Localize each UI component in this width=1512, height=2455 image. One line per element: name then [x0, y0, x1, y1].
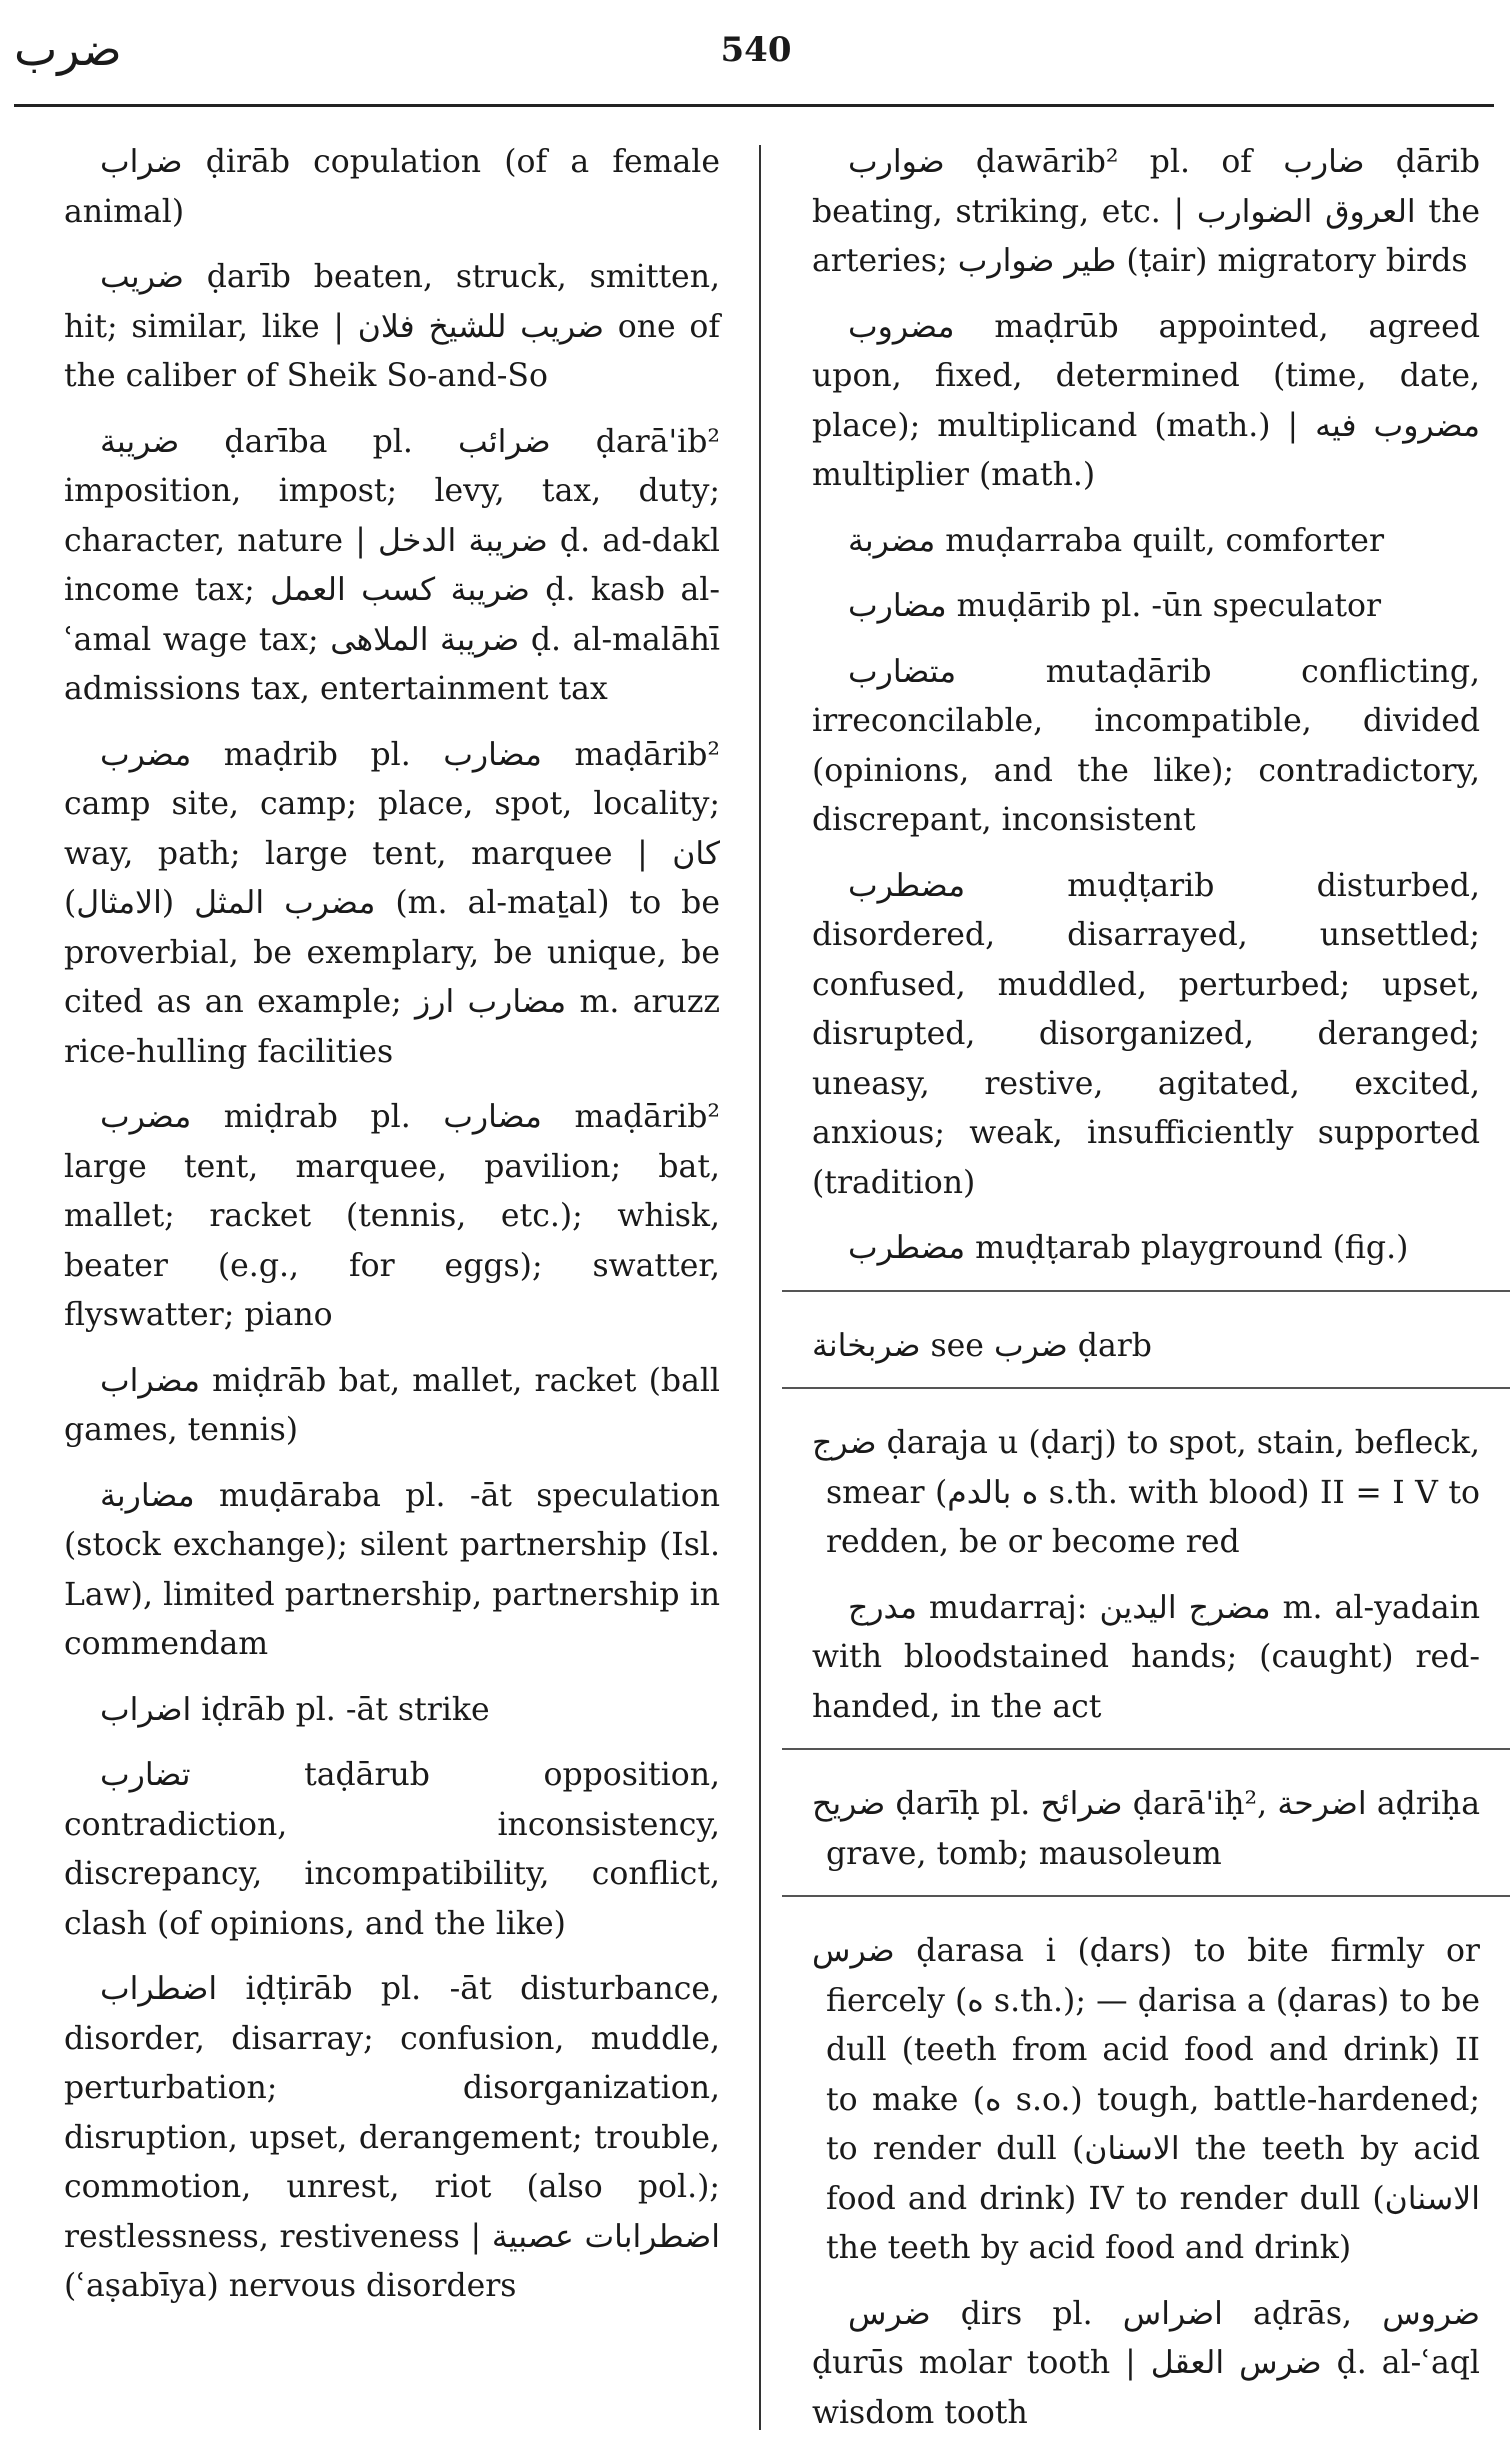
root-entry: ضرس ḍarasa i (ḍars) to bite firmly or fiercely (ه s.th.); — ḍarisa a (ḍaras) to be dull (teeth from acid food and drink) II to make (ه s.o.) tough, battle-hardened; to render dull (الاسنان the teeth by acid food and drink) IV to render dull (الاسنان the teeth by acid food and drink): [812, 1933, 1480, 2266]
entry-separator: [782, 1387, 1510, 1401]
sub-entry: مضرب miḍrab pl. مضارب maḍārib² large tent, marquee, pavilion; bat, mallet; racket (tennis, etc.); whisk, beater (e.g., for eggs); swatter, flyswatter; piano: [64, 1099, 720, 1333]
sub-entry: مدرج mudarraj: مضرج اليدين m. al-yadain with bloodstained hands; (caught) red-handed, in the act: [812, 1589, 1480, 1725]
entry-separator: [782, 1895, 1510, 1909]
entry-separator: [782, 1748, 1510, 1762]
sub-entry: تضارب taḍārub opposition, contradiction, inconsistency, discrepancy, incompatibility, conflict, clash (of opinions, and the like): [64, 1757, 720, 1942]
root-entry: ضربخانة see ضرب ḍarb: [812, 1327, 1152, 1364]
sub-entry: ضريب ḍarīb beaten, struck, smitten, hit; similar, like | ضريب للشيخ فلان one of the caliber of Sheik So-and-So: [64, 259, 720, 394]
sub-entry: مضاربة muḍāraba pl. -āt speculation (stock exchange); silent partnership (Isl. Law), limited partnership, partnership in commendam: [64, 1477, 720, 1662]
sub-entry: مضارب muḍārib pl. -ūn speculator: [848, 588, 1382, 624]
root-entry: ضريح ḍarīḥ pl. ضرائح ḍarā'iḥ², اضرحة aḍriḥa grave, tomb; mausoleum: [812, 1786, 1480, 1872]
entry-separator: [782, 1290, 1510, 1304]
root-entry: ضرج ḍaraja u (ḍarj) to spot, stain, befleck, smear (ه بالدم s.th. with blood) II = I V to redden, be or become red: [812, 1425, 1480, 1560]
left-column: [64, 138, 720, 2328]
sub-entry: ضرس ḍirs pl. اضراس aḍrās, ضروس ḍurūs molar tooth | ضرس العقل ḍ. al-ʿaql wisdom tooth: [812, 2295, 1480, 2431]
sub-entry: ضريبة ḍarība pl. ضرائب ḍarā'ib² imposition, impost; levy, tax, duty; character, nature | ضريبة الدخل ḍ. ad-dakl income tax; ضريبة كسب العمل ḍ. kasb al-ʿamal wage tax; ضريبة الملاهى ḍ. al-malāhī admissions tax, entertainment tax: [64, 423, 721, 707]
sub-entry: مضروب maḍrūb appointed, agreed upon, fixed, determined (time, date, place); multiplicand (math.) | مضروب فيه multiplier (math.): [812, 308, 1480, 493]
sub-entry: مضطرب muḍṭarib disturbed, disordered, disarrayed, unsettled; confused, muddled, perturbed; upset, disrupted, disorganized, deranged; uneasy, restive, agitated, excited, anxious; weak, insufficiently supported (tradition): [812, 867, 1480, 1201]
sub-entry: مضطرب muḍṭarab playground (fig.): [848, 1230, 1409, 1266]
sub-entry: اضراب iḍrāb pl. -āt strike: [100, 1691, 490, 1728]
sub-entry: ضوارب ḍawārib² pl. of ضارب ḍārib beating, striking, etc. | العروق الضوارب the arteries; طير ضوارب (ṭair) migratory birds: [812, 144, 1480, 279]
page-header: [0, 0, 1512, 100]
column-divider: [759, 145, 761, 2430]
head-word: ضرب: [14, 22, 122, 76]
sub-entry: ضراب ḍirāb copulation (of a female animal): [64, 144, 720, 230]
sub-entry: مضربة muḍarraba quilt, comforter: [848, 522, 1385, 559]
sub-entry: متضارب mutaḍārib conflicting, irreconcilable, incompatible, divided (opinions, and the like); contradictory, discrepant, inconsistent: [812, 653, 1480, 838]
sub-entry: اضطراب iḍṭirāb pl. -āt disturbance, disorder, disarray; confusion, muddle, perturbation; disorganization, disruption, upset, derangement; trouble, commotion, unrest, riot (also pol.); restlessness, restiveness | اضطرابات عصبية (ʿaṣabīya) nervous disorders: [64, 1971, 720, 2304]
sub-entry: مضراب miḍrāb bat, mallet, racket (ball games, tennis): [64, 1362, 720, 1448]
header-rule: [14, 104, 1494, 107]
page-number: 540: [720, 30, 792, 70]
right-column: [812, 138, 1480, 2454]
sub-entry: مضرب maḍrib pl. مضارب maḍārib² camp site, camp; place, spot, locality; way, path; large tent, marquee | كان مضرب المثل (الامثال) (m. al-maṯal) to be proverbial, be exemplary, be unique, be cited as an example; مضارب ارز m. aruzz rice-hulling facilities: [64, 736, 721, 1070]
